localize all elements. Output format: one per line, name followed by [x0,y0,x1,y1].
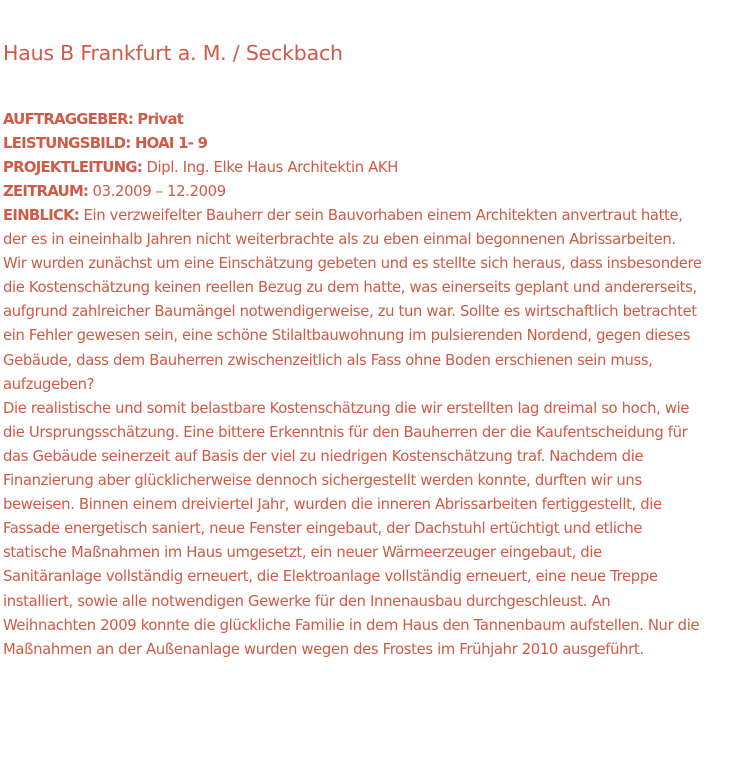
period-row [3,180,712,204]
insight-label: EINBLICK: [3,207,80,224]
client-value: Privat [137,111,184,128]
scope-row [3,132,712,156]
scope-value: HOAI 1- 9 [134,135,208,152]
insight-paragraph-1 [3,204,703,397]
project-details [3,108,712,662]
lead-row [3,156,712,180]
project-title: Haus B Frankfurt a. M. / Seckbach [3,41,343,65]
lead-label: PROJEKTLEITUNG: [3,159,143,176]
insight-text-1: Ein verzweifelter Bauherr der sein Bauvorhaben einem Architekten anvertraut hatte, der es in eineinhalb Jahren nicht weiterbrachte als zu eben einmal begonnenen Abrissarbeiten. Wir wurden zunächst um eine Einschätzung gebeten und es stellte sich heraus, dass insbesondere die Kostenschätzung keinen reellen Bezug zu dem hatte, was einerseits geplant und andererseits, aufgrund zahlreicher Baumängel notwendigerweise, zu tun war. Sollte es wirtschaftlich betrachtet ein Fehler gewesen sein, eine schöne Stilaltbauwohnung im pulsierenden Nordend, gegen dieses Gebäude, dass dem Bauherren zwischenzeitlich als Fass ohne Boden erschienen sein muss, aufzugeben? [3,207,702,393]
client-row [3,108,712,132]
client-label: AUFTRAGGEBER: [3,111,134,128]
insight-paragraph-2: Die realistische und somit belastbare Kostenschätzung die wir erstellten lag dreimal so hoch, wie die Ursprungsschätzung. Eine bittere Erkenntnis für den Bauherren der die Kaufentscheidung für das Gebäude seinerzeit auf Basis der viel zu niedrigen Kostenschätzung traf. Nachdem die Finanzierung aber glücklicherweise dennoch sichergestellt werden konnte, durften wir uns beweisen. Binnen einem dreiviertel Jahr, wurden die inneren Abrissarbeiten fertiggestellt, die Fassade energetisch saniert, neue Fenster eingebaut, der Dachstuhl ertüchtigt und etliche statische Maßnahmen im Haus umgesetzt, ein neuer Wärmeerzeuger eingebaut, die Sanitäranlage vollständig erneuert, die Elektroanlage vollständig erneuert, eine neue Treppe installiert, sowie alle notwendigen Gewerke für den Innenausbau durchgeschleust. An Weihnachten 2009 konnte die glückliche Familie in dem Haus den Tannenbaum aufstellen. Nur die Maßnahmen an der Außenanlage wurden wegen des Frostes im Frühjahr 2010 ausgeführt. [3,399,700,658]
lead-value: Dipl. Ing. Elke Haus Architektin AKH [146,159,399,176]
period-label: ZEITRAUM: [3,183,89,200]
period-value: 03.2009 – 12.2009 [92,183,226,200]
scope-label: LEISTUNGSBILD: [3,135,131,152]
